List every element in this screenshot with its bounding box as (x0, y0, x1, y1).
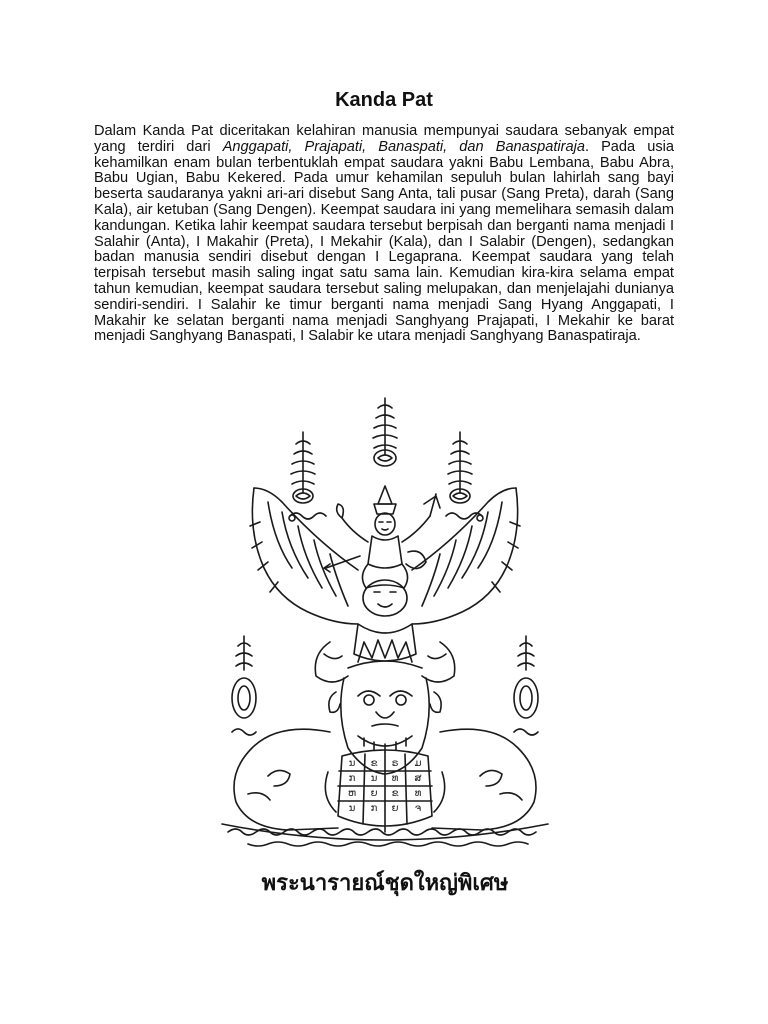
grid-glyph: ກ (370, 803, 378, 814)
grid-glyph: ທ (391, 773, 399, 784)
spire-symbol-center (373, 398, 397, 466)
grid-glyph: ຂ (370, 758, 378, 769)
deity-figure (324, 486, 440, 588)
paragraph-italic-names: Anggapati, Prajapati, Banaspati, dan Banaspatiraja (222, 138, 585, 155)
spire-symbol-left (291, 432, 315, 503)
paragraph-text-end: . Pada usia kehamilkan enam bulan terbentuklah empat saudara yakni Babu Lembana, Babu Abra, Babu Ugian, Babu Kekered. Pada umur kehamilan sepuluh bulan lahirlah sang bayi beserta saudaranya yakni ari-ari disebut Sang Anta, tali pusar (Sang Preta), darah (Sang Kala), air ketuban (Sang Dengen). Keempat saudara ini yang memelihara semasih dalam kandungan. Ketika lahir keempat saudara tersebut berpisah dan berganti nama menjadi I Salahir (Anta), I Makahir (Preta), I Mekahir (Kala), dan I Salabir (Dengen), sedangkan badan manusia sendiri disebut dengan I Legaprana. Keempat saudara yang telah terpisah tersebut masih saling ingat satu sama lain. Kemudian kira-kira selama empat tahun kemudian, keempat saudara tersebut saling melupakan, dan menjelajahi dunianya sendiri-sendiri. I Salahir ke timur berganti nama menjadi Sang Hyang Anggapati, I Makahir ke selatan berganti nama menjadi Sanghyang Prajapati, I Mekahir ke barat menjadi Sanghyang Banaspati, I Salabir ke utara menjadi Sanghyang Banaspatiraja. (94, 138, 674, 345)
grid-glyph: ນ (348, 758, 356, 769)
grid-glyph: ຫ (347, 788, 357, 799)
page-title: Kanda Pat (335, 89, 433, 111)
garuda-wing-left (250, 488, 358, 624)
garuda-wing-right (412, 488, 520, 624)
grid-glyph: ທ (414, 788, 422, 799)
grid-glyph: ຣ (391, 758, 399, 769)
grid-glyph: ກ (348, 773, 356, 784)
body-paragraph (94, 124, 674, 345)
sak-yant-illustration (208, 392, 562, 928)
illustration-drawing (208, 392, 562, 928)
grid-glyph: ສ (414, 773, 422, 784)
pendant-amulet-left (232, 636, 256, 735)
pendant-amulet-right (514, 636, 538, 735)
grid-glyph: ຍ (370, 788, 378, 799)
grid-glyph: ນ (348, 803, 356, 814)
figure-caption: พระนารายณ์ชุดใหญ่พิเศษ (261, 871, 509, 896)
grid-glyph: ຈ (414, 803, 422, 814)
grid-glyph: ຍ (391, 803, 399, 814)
grid-glyph: ມ (414, 758, 422, 769)
spire-symbol-right (448, 432, 472, 503)
paragraph-text-start: Dalam Kanda Pat diceritakan kelahiran manusia mempunyai saudara sebanyak empat yang terdiri dari (94, 123, 674, 155)
grid-glyph: ນ (370, 773, 378, 784)
side-glyph-left (289, 513, 326, 521)
grid-glyph: ຂ (391, 788, 399, 799)
